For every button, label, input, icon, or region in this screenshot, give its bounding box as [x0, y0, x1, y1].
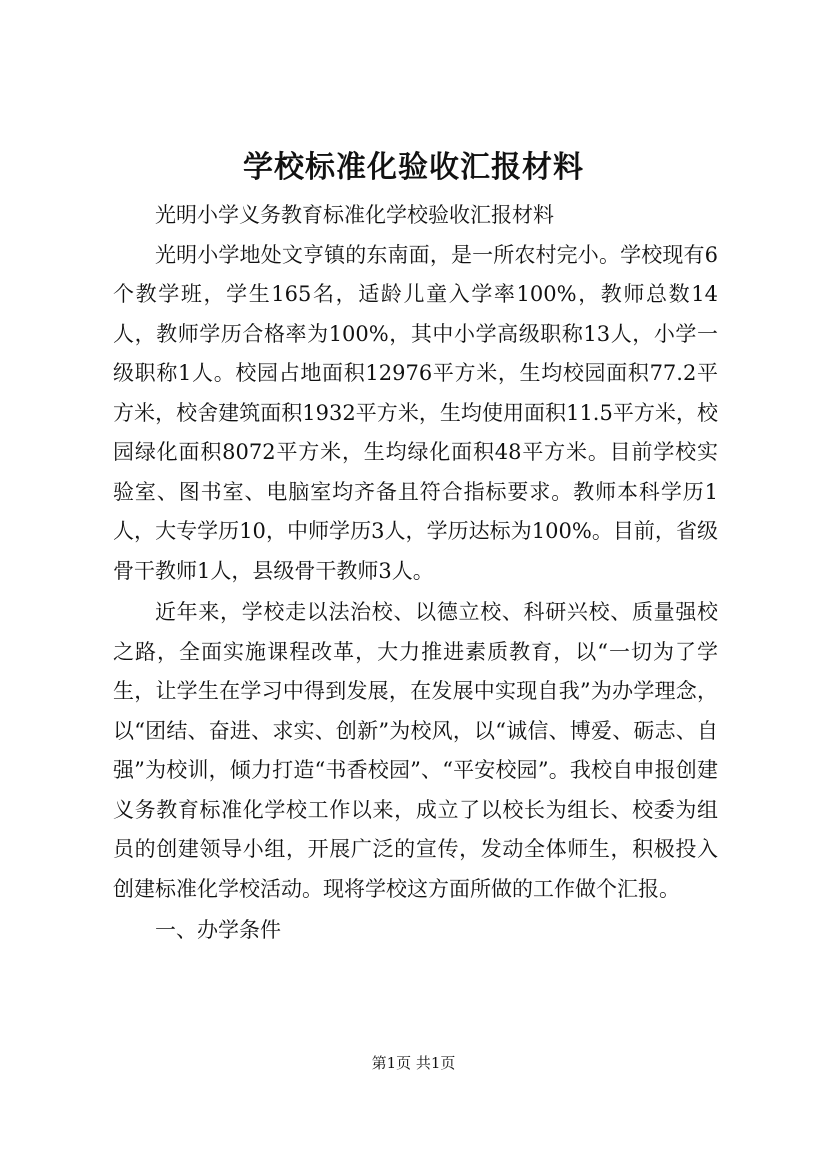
document-subtitle: 光明小学义务教育标准化学校验收汇报材料 — [155, 203, 554, 227]
document-body — [113, 196, 718, 951]
document-title: 学校标准化验收汇报材料 — [243, 150, 584, 185]
page-footer: 第1页 共1页 — [371, 1054, 456, 1072]
paragraph-school-overview: 光明小学地处文亨镇的东南面，是一所农村完小。学校现有6个教学班，学生165名，适龄儿童入学率100%，教师总数14人，教师学历合格率为100%，其中小学高级职称13人，小学一级职称1人。校园占地面积12976平方米，生均校园面积77.2平方米，校舍建筑面积1932平方米，生均使用面积11.5平方米，校园绿化面积8072平方米，生均绿化面积48平方米。目前学校实验室、图书室、电脑室均齐备且符合指标要求。教师本科学历1人，大专学历10，中师学历3人，学历达标为100%。目前，省级骨干教师1人，县级骨干教师3人。 — [113, 242, 718, 583]
section-heading-conditions: 一、办学条件 — [155, 918, 281, 942]
paragraph-school-philosophy: 近年来，学校走以法治校、以德立校、科研兴校、质量强校之路，全面实施课程改革，大力推进素质教育，以“一切为了学生，让学生在学习中得到发展，在发展中实现自我”为办学理念，以“团结、奋进、求实、创新”为校风，以“诚信、博爱、砺志、自强”为校训，倾力打造“书香校园”、“平安校园”。我校自申报创建义务教育标准化学校工作以来，成立了以校长为组长、校委为组员的创建领导小组，开展广泛的宣传，发动全体师生，积极投入创建标准化学校活动。现将学校这方面所做的工作做个汇报。 — [113, 600, 718, 901]
